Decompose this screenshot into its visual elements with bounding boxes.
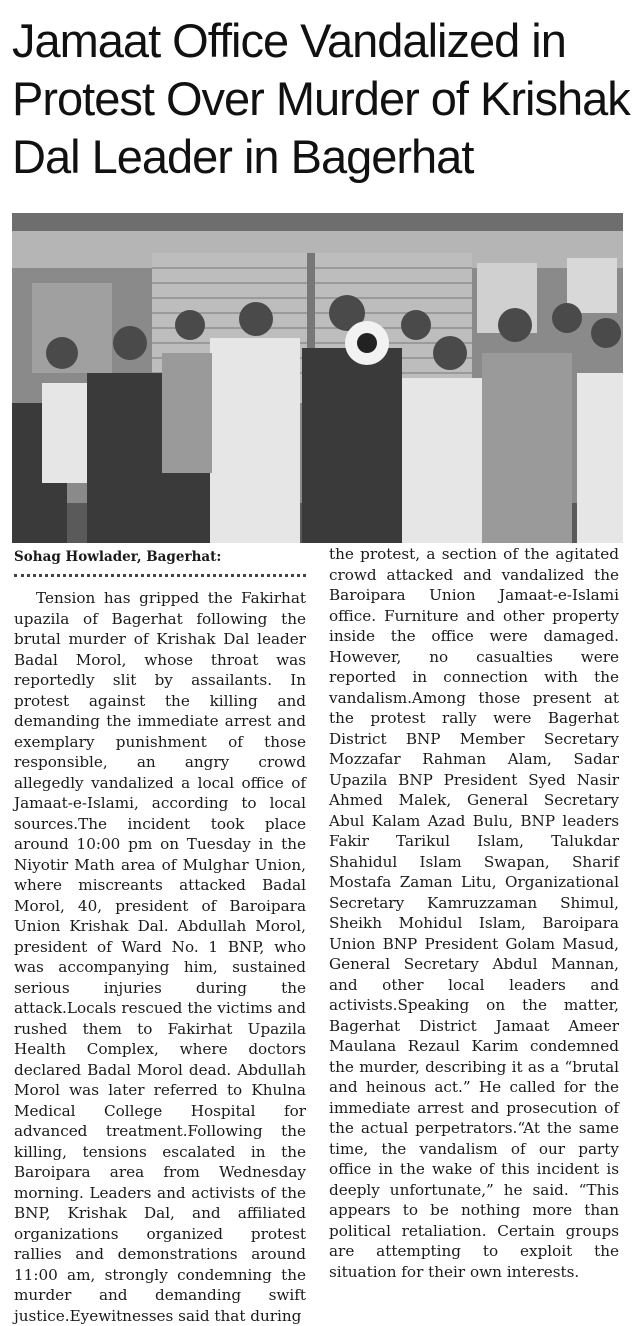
byline-divider: [14, 568, 306, 577]
headline-line-2: Protest Over Murder of Krishak: [12, 72, 630, 125]
article-column-1: [14, 588, 306, 1326]
headline-line-3: Dal Leader in Bagerhat: [12, 130, 474, 183]
group-photo-protest-icon: [12, 213, 623, 543]
article-text-column-1: Tension has gripped the Fakirhat upazila of Bagerhat following the brutal murder of Krishak Dal leader Badal Morol, whose throat was reportedly slit by assailants. In protest against the killing and demanding the immediate arrest and exemplary punishment of those responsible, an angry crowd allegedly vandalized a local office of Jamaat-e-Islami, according to local sources.The incident took place around 10:00 pm on Tuesday in the Niyotir Math area of Mulghar Union, where miscreants attacked Badal Morol, 40, president of Baroipara Union Krishak Dal. Abdullah Morol, president of Ward No. 1 BNP, who was accompanying him, sustained serious injuries during the attack.Locals rescued the victims and rushed them to Fakirhat Upazila Health Complex, where doctors declared Badal Morol dead. Abdullah Morol was later referred to Khulna Medical College Hospital for advanced treatment.Following the killing, tensions escalated in the Baroipara area from Wednesday morning. Leaders and activists of the BNP, Krishak Dal, and affiliated organizations organized protest rallies and demonstrations around 11:00 am, strongly condemning the murder and demanding swift justice.Eyewitnesses said that during: [14, 589, 306, 1325]
byline: Sohag Howlader, Bagerhat:: [14, 549, 222, 565]
article-text-column-2: the protest, a section of the agitated crowd attacked and vandalized the Baroipara Union Jamaat-e-Islami office. Furniture and other property inside the office were damaged. However, no casualties were reported in connection with the vandalism.Among those present at the protest rally were Bagerhat District BNP Member Secretary Mozzafar Rahman Alam, Sadar Upazila BNP President Syed Nasir Ahmed Malek, General Secretary Abul Kalam Azad Bulu, BNP leaders Fakir Tarikul Islam, Talukdar Shahidul Islam Swapan, Sharif Mostafa Zaman Litu, Organizational Secretary Kamruzzaman Shimul, Sheikh Mohidul Islam, Baroipara Union BNP President Golam Masud, General Secretary Abdul Mannan, and other local leaders and activists.Speaking on the matter, Bagerhat District Jamaat Ameer Maulana Rezaul Karim condemned the murder, describing it as a “brutal and heinous act.” He called for the immediate arrest and prosecution of the actual perpetrators.“At the same time, the vandalism of our party office in the wake of this incident is deeply unfortunate,” he said. “This appears to be nothing more than political retaliation. Certain groups are attempting to exploit the situation for their own interests.: [329, 545, 619, 1281]
article-column-2: [329, 544, 619, 1282]
headline-line-1: Jamaat Office Vandalized in: [12, 14, 566, 67]
headline: [12, 12, 632, 186]
news-photo: [12, 213, 623, 543]
